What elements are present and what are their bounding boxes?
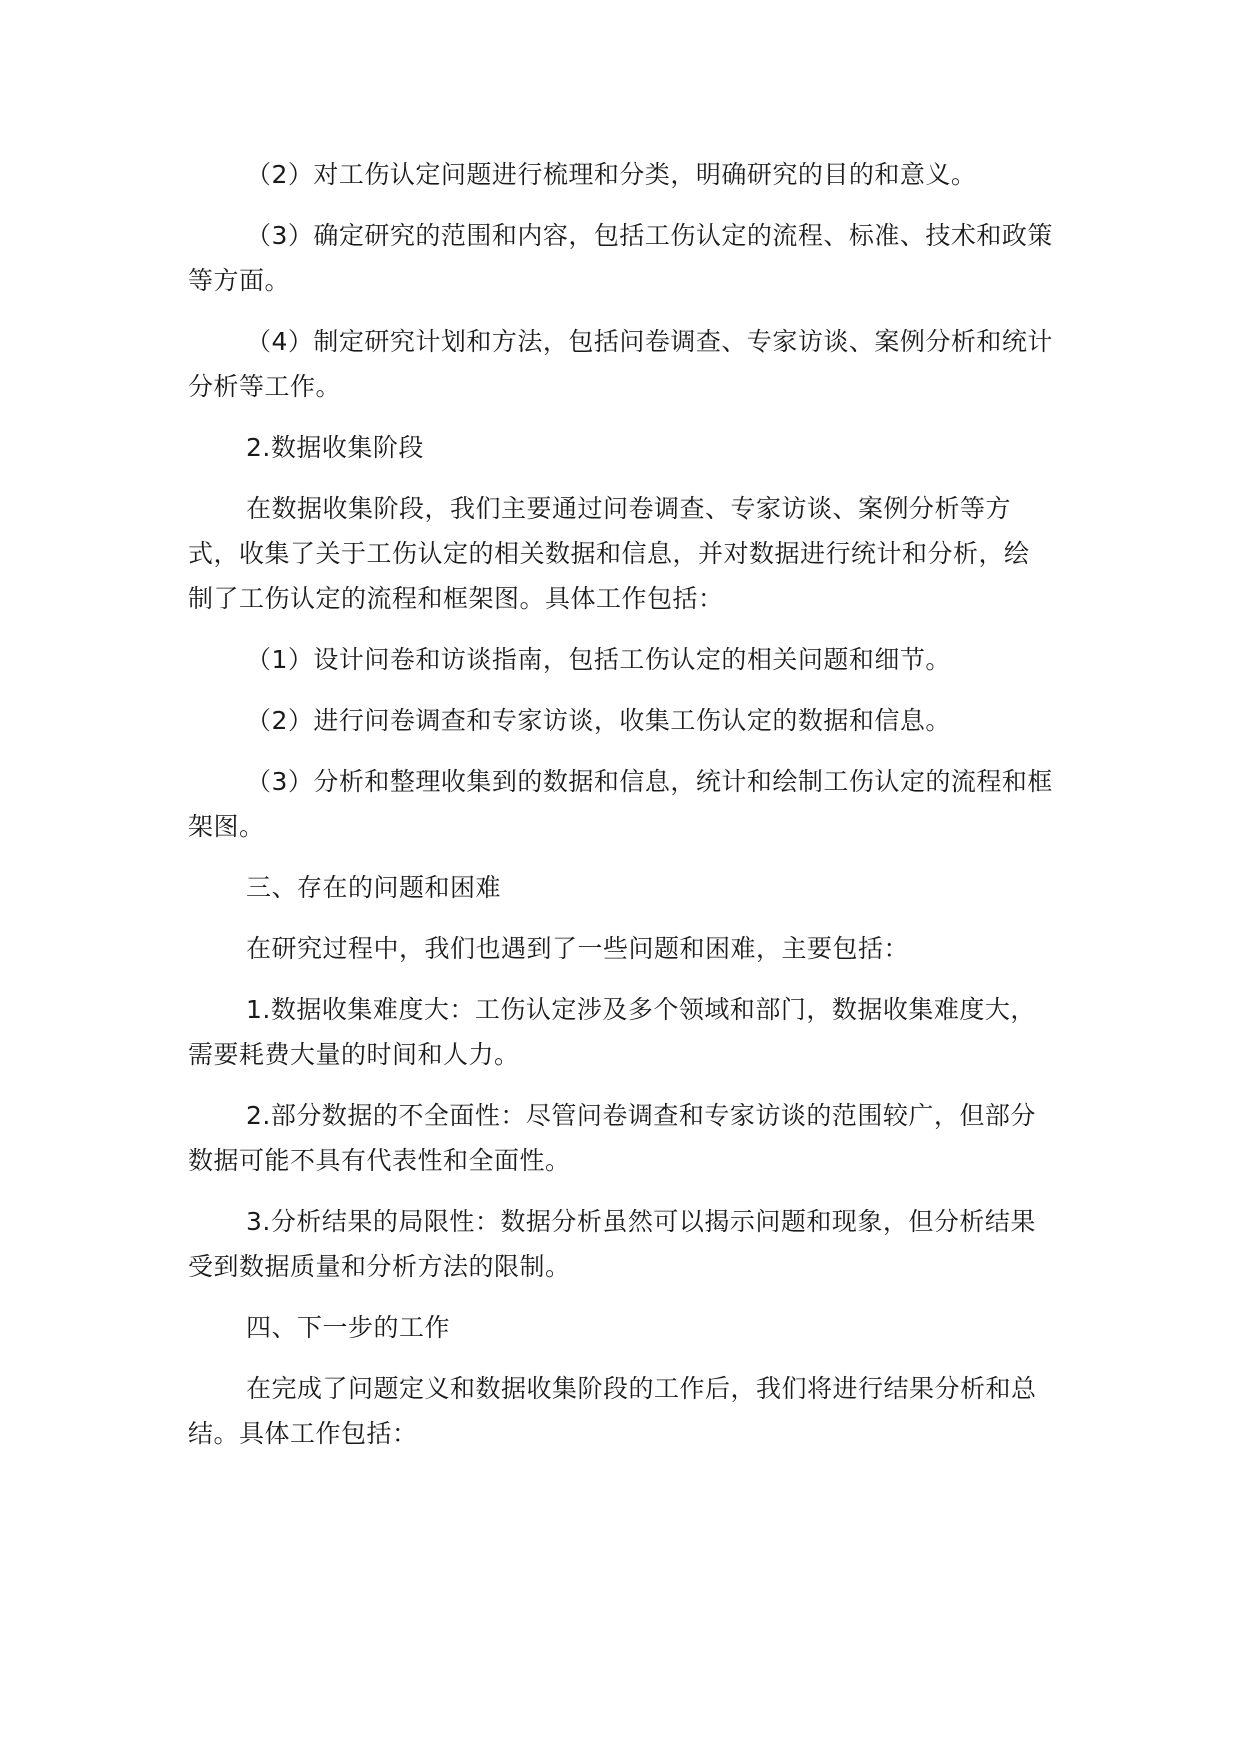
paragraph: 在完成了问题定义和数据收集阶段的工作后，我们将进行结果分析和总结。具体工作包括： [188,1374,1037,1448]
paragraph: （2）对工伤认定问题进行梳理和分类，明确研究的目的和意义。 [246,160,977,189]
document-page [188,152,1054,1472]
section-heading: 三、存在的问题和困难 [246,873,502,902]
paragraph: （3）确定研究的范围和内容，包括工伤认定的流程、标准、技术和政策等方面。 [188,221,1053,295]
paragraph: 2.部分数据的不全面性：尽管问卷调查和专家访谈的范围较广，但部分数据可能不具有代表性和全面性。 [188,1101,1036,1175]
paragraph: 在研究过程中，我们也遇到了一些问题和困难，主要包括： [246,934,910,963]
paragraph: （4）制定研究计划和方法，包括问卷调查、专家访谈、案例分析和统计分析等工作。 [188,327,1053,401]
paragraph: 3.分析结果的局限性：数据分析虽然可以揭示问题和现象，但分析结果受到数据质量和分析方法的限制。 [188,1207,1036,1281]
paragraph: 1.数据收集难度大：工伤认定涉及多个领域和部门，数据收集难度大，需要耗费大量的时间和人力。 [188,995,1036,1069]
section-heading: 2.数据收集阶段 [246,433,424,462]
paragraph: （3）分析和整理收集到的数据和信息，统计和绘制工伤认定的流程和框架图。 [188,767,1053,841]
paragraph: （1）设计问卷和访谈指南，包括工伤认定的相关问题和细节。 [246,645,951,674]
paragraph: （2）进行问卷调查和专家访谈，收集工伤认定的数据和信息。 [246,706,951,735]
paragraph: 在数据收集阶段，我们主要通过问卷调查、专家访谈、案例分析等方式，收集了关于工伤认定的相关数据和信息，并对数据进行统计和分析，绘制了工伤认定的流程和框架图。具体工作包括： [188,494,1030,613]
section-heading: 四、下一步的工作 [246,1313,451,1342]
